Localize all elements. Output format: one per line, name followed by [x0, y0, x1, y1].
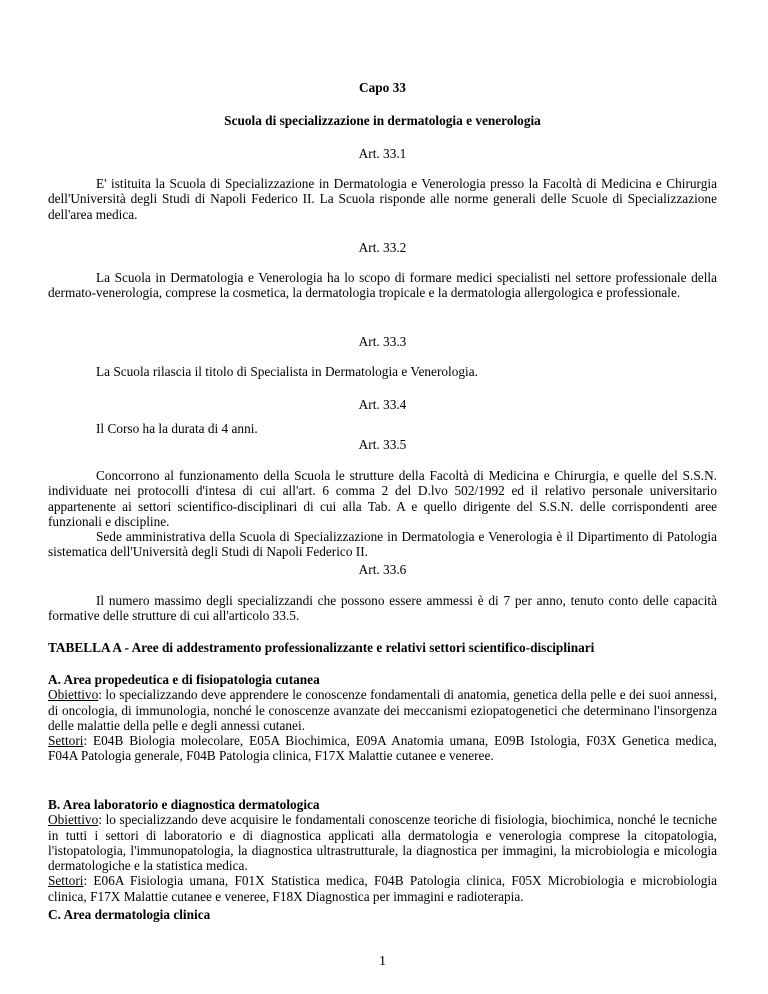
article-paragraph: La Scuola in Dermatologia e Venerologia ha lo scopo di formare medici specialisti nel settore professionale della dermato-venerologia, comprese la cosmetica, la dermatologia tropicale e la dermatologia allergologica e professionale.: [48, 270, 717, 301]
area-objective: [48, 812, 717, 873]
objective-text: : lo specializzando deve apprendere le conoscenze fondamentali di anatomia, genetica della pelle e dei suoi annessi, di oncologia, di immunologia, nonché le conoscenze avanzate dei meccanismi eziopatogenetici che determinano l'insorgenza delle malattie della pelle e degli annessi cutanei.: [48, 687, 717, 733]
sectors-label: Settori: [48, 873, 84, 889]
article-body: [48, 468, 717, 560]
objective-text: : lo specializzando deve acquisire le fondamentali conoscenze teoriche di fisiologia, biochimica, nonché le tecniche in tutti i settori di laboratorio e di diagnostica applicati alla dermatologia e venerologia comprese la citopatologia, l'istopatologia, l'immunopatologia, la diagnostica ultrastrutturale, la diagnostica per immagini, la microbiologia e micologia dermatologiche e la statistica medica.: [48, 812, 717, 874]
article-heading: Art. 33.3: [358, 334, 407, 349]
area-title: B. Area laboratorio e diagnostica dermatologica: [48, 797, 320, 812]
article-paragraph: Il numero massimo degli specializzandi che possono essere ammessi è di 7 per anno, tenuto conto delle capacità formative delle strutture di cui all'articolo 33.5.: [48, 593, 717, 624]
article-heading: Art. 33.6: [358, 562, 407, 577]
objective-label: Obiettivo: [48, 687, 99, 703]
area-title: C. Area dermatologia clinica: [48, 907, 211, 922]
area-sectors: [48, 733, 717, 764]
table-a-title: TABELLA A - Aree di addestramento professionalizzante e relativi settori scientifico-disciplinari: [48, 640, 595, 655]
area-block: [48, 672, 717, 764]
article-heading: Art. 33.4: [358, 397, 407, 412]
article-paragraph: Sede amministrativa della Scuola di Specializzazione in Dermatologia e Venerologia è il Dipartimento di Patologia sistematica dell'Università degli Studi di Napoli Federico II.: [48, 529, 717, 560]
article-paragraph: E' istituita la Scuola di Specializzazione in Dermatologia e Venerologia presso la Facoltà di Medicina e Chirurgia dell'Università degli Studi di Napoli Federico II. La Scuola risponde alle norme generali delle Scuole di Specializzazione dell'area medica.: [48, 176, 717, 222]
area-title: A. Area propedeutica e di fisiopatologia cutanea: [48, 672, 320, 687]
article-heading: Art. 33.1: [358, 146, 407, 161]
article-heading: Art. 33.2: [358, 240, 407, 255]
article-heading: Art. 33.5: [358, 437, 407, 452]
sectors-text: : E04B Biologia molecolare, E05A Biochimica, E09A Anatomia umana, E09B Istologia, F03X Genetica medica, F04A Patologia generale, F04B Patologia clinica, F17X Malattie cutanee e veneree.: [48, 733, 717, 764]
article-paragraph: La Scuola rilascia il titolo di Specialista in Dermatologia e Venerologia.: [96, 364, 478, 379]
sectors-text: : E06A Fisiologia umana, F01X Statistica medica, F04B Patologia clinica, F05X Microbiologia e microbiologia clinica, F17X Malattie cutanee e veneree, F18X Diagnostica per immagini e radioterapia.: [48, 873, 717, 904]
objective-label: Obiettivo: [48, 812, 99, 828]
article-paragraph: Il Corso ha la durata di 4 anni.: [96, 421, 258, 436]
sectors-label: Settori: [48, 733, 84, 749]
area-objective: [48, 687, 717, 733]
area-sectors: [48, 873, 717, 904]
area-block: [48, 797, 717, 904]
page-number: 1: [379, 954, 386, 969]
article-paragraph: Concorrono al funzionamento della Scuola le strutture della Facoltà di Medicina e Chirurgia, e quelle del S.S.N. individuate nei protocolli d'intesa di cui all'art. 6 comma 2 del D.lvo 502/1992 ed il relativo personale universitario appartenente ai settori scientifico-disciplinari di cui alla Tab. A e quello dirigente del S.S.N. delle corrispondenti aree funzionali e discipline.: [48, 468, 717, 529]
school-title: Scuola di specializzazione in dermatologia e venerologia: [224, 113, 541, 128]
chapter-heading: Capo 33: [359, 80, 406, 95]
